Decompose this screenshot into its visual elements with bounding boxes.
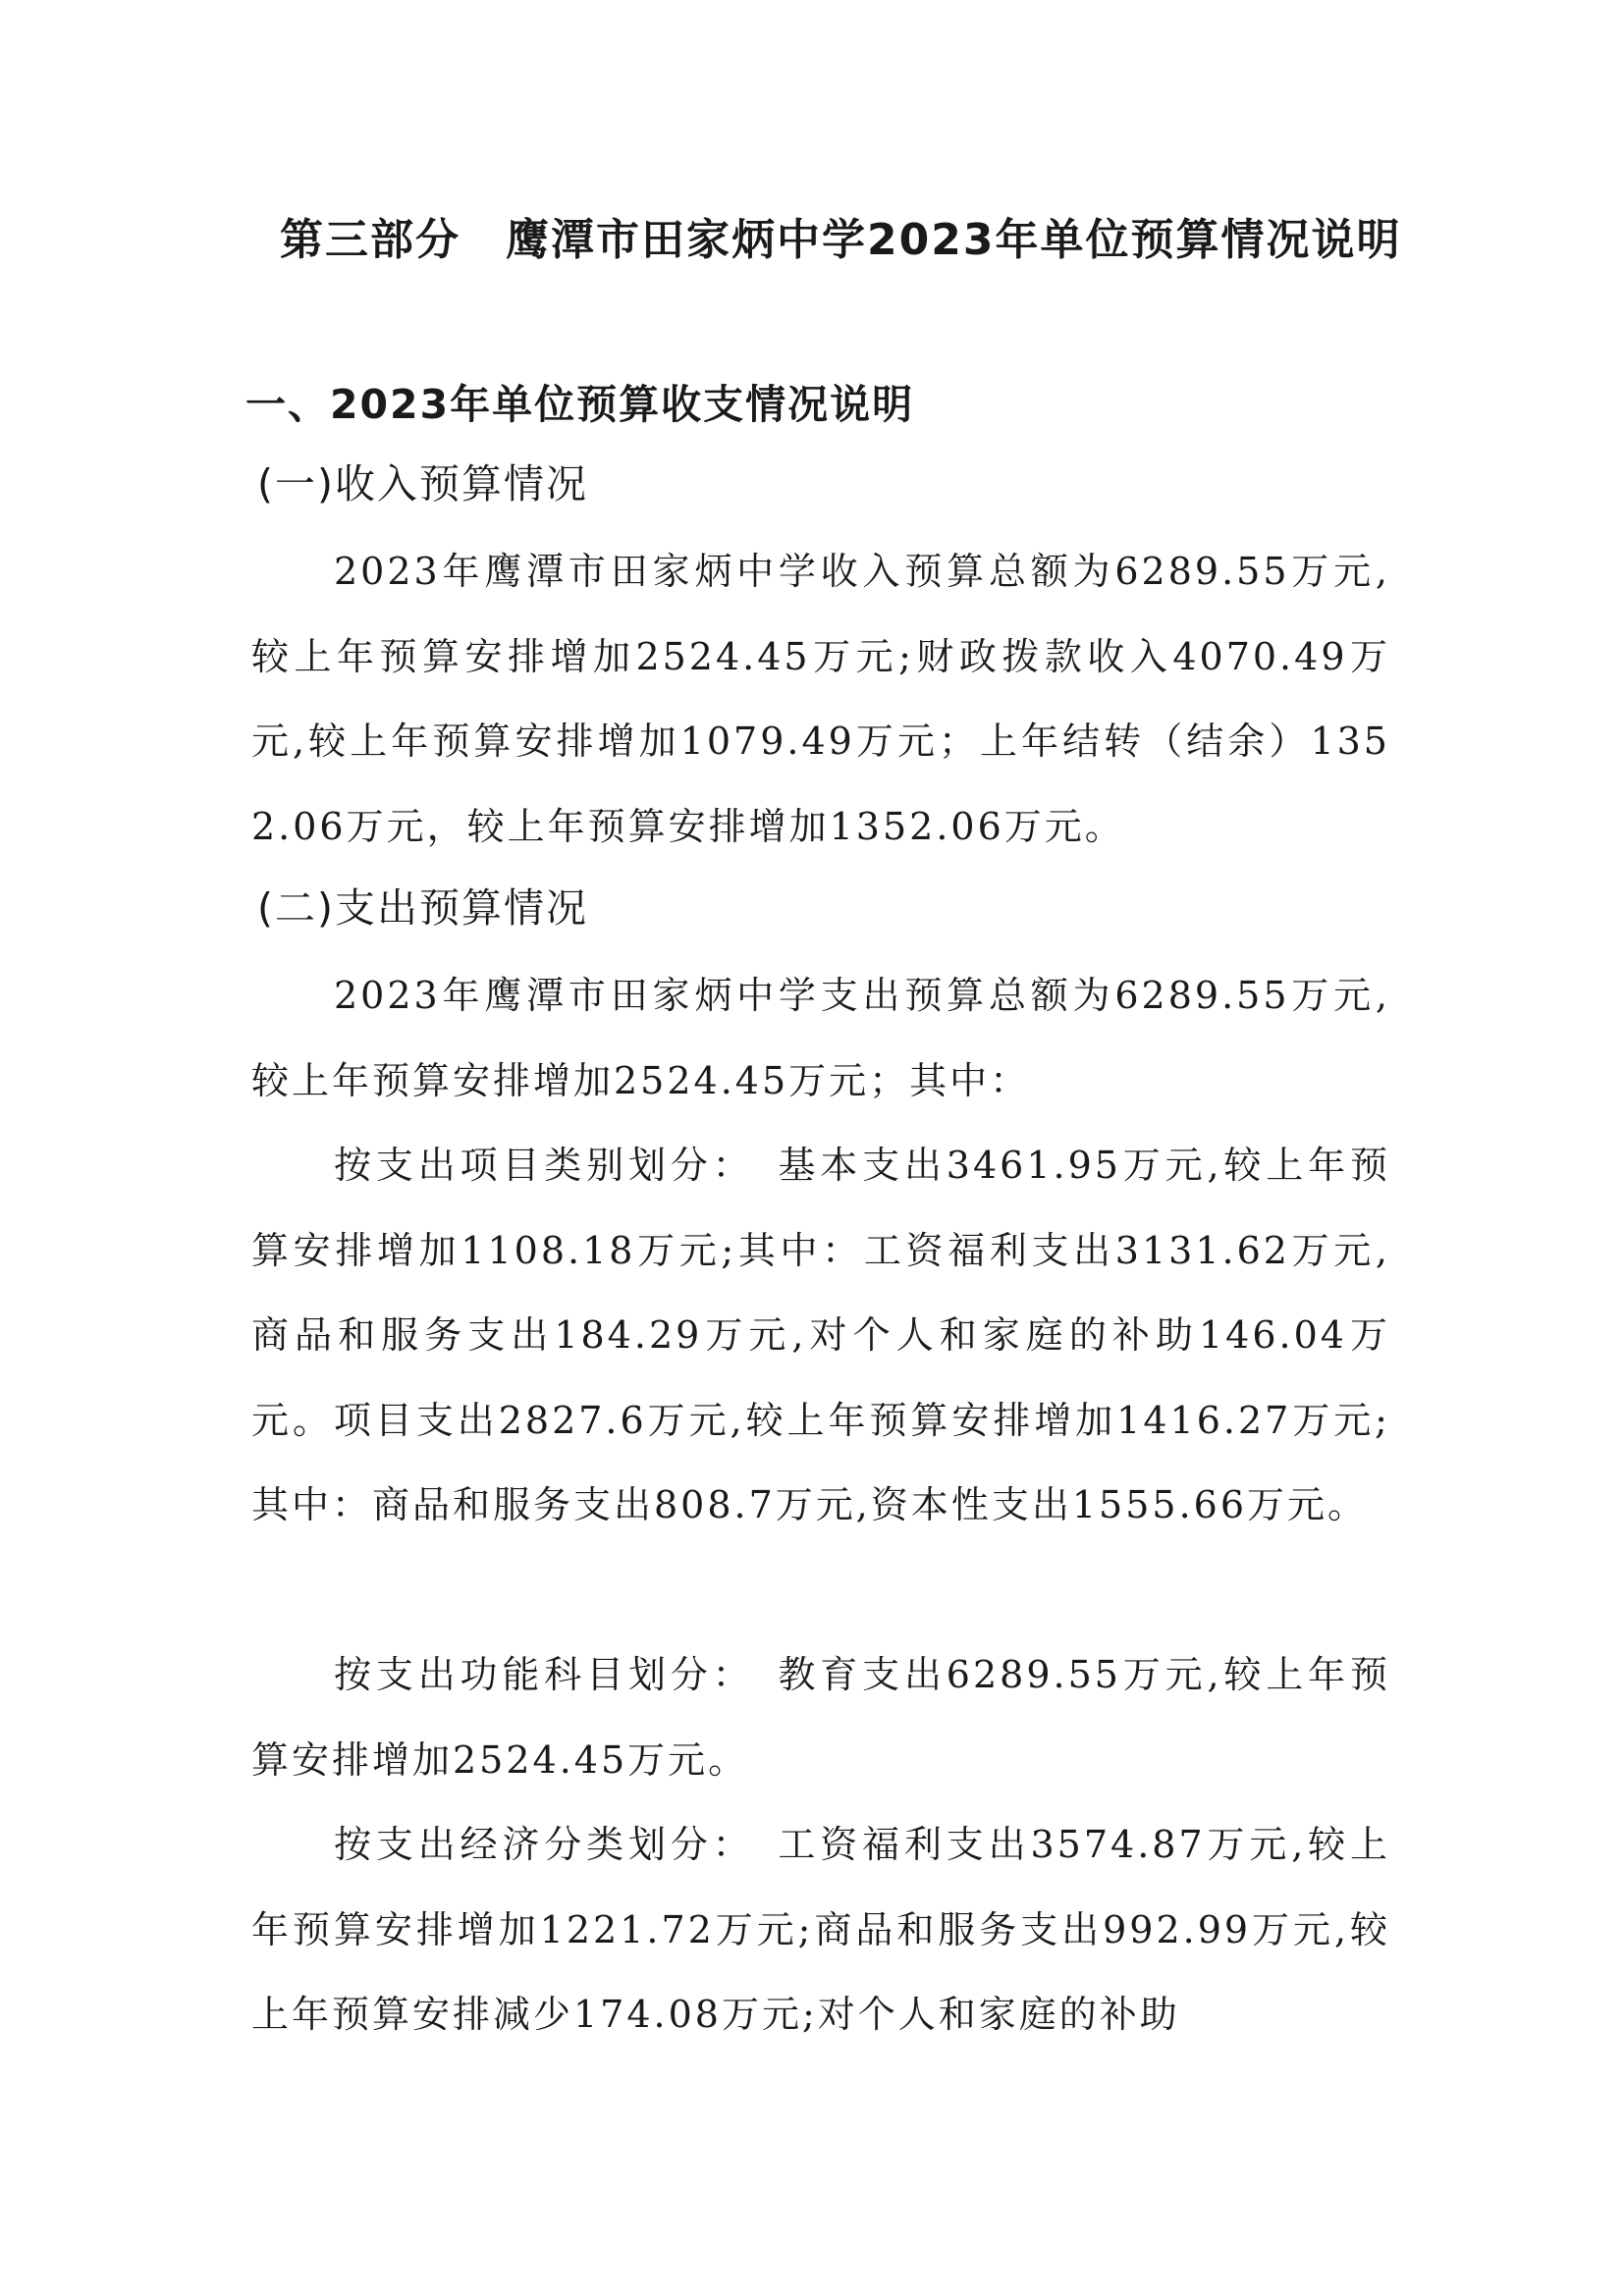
section-heading: 一、2023年单位预算收支情况说明 xyxy=(245,381,915,428)
expense-by-function-paragraph: 按支出功能科目划分： 教育支出6289.55万元,较上年预算安排增加2524.45万元。 xyxy=(251,1653,1390,1782)
document-title: 第三部分 鹰潭市田家炳中学2023年单位预算情况说明 xyxy=(280,215,1402,265)
expense-summary-paragraph: 2023年鹰潭市田家炳中学支出预算总额为6289.55万元,较上年预算安排增加2524.45万元；其中： xyxy=(251,974,1390,1102)
income-paragraph: 2023年鹰潭市田家炳中学收入预算总额为6289.55万元,较上年预算安排增加2524.45万元;财政拨款收入4070.49万元,较上年预算安排增加1079.49万元；上年结转（结余）1352.06万元，较上年预算安排增加1352.06万元。 xyxy=(251,550,1390,848)
income-heading: (一)收入预算情况 xyxy=(257,460,588,507)
expense-by-economic-paragraph: 按支出经济分类划分： 工资福利支出3574.87万元,较上年预算安排增加1221.72万元;商品和服务支出992.99万元,较上年预算安排减少174.08万元;对个人和家庭的补助 xyxy=(251,1823,1390,2036)
expense-heading: (二)支出预算情况 xyxy=(257,884,588,932)
expense-by-project-paragraph: 按支出项目类别划分： 基本支出3461.95万元,较上年预算安排增加1108.18万元;其中：工资福利支出3131.62万元,商品和服务支出184.29万元,对个人和家庭的补助146.04万元。项目支出2827.6万元,较上年预算安排增加1416.27万元;其中：商品和服务支出808.7万元,资本性支出1555.66万元。 xyxy=(251,1144,1390,1526)
